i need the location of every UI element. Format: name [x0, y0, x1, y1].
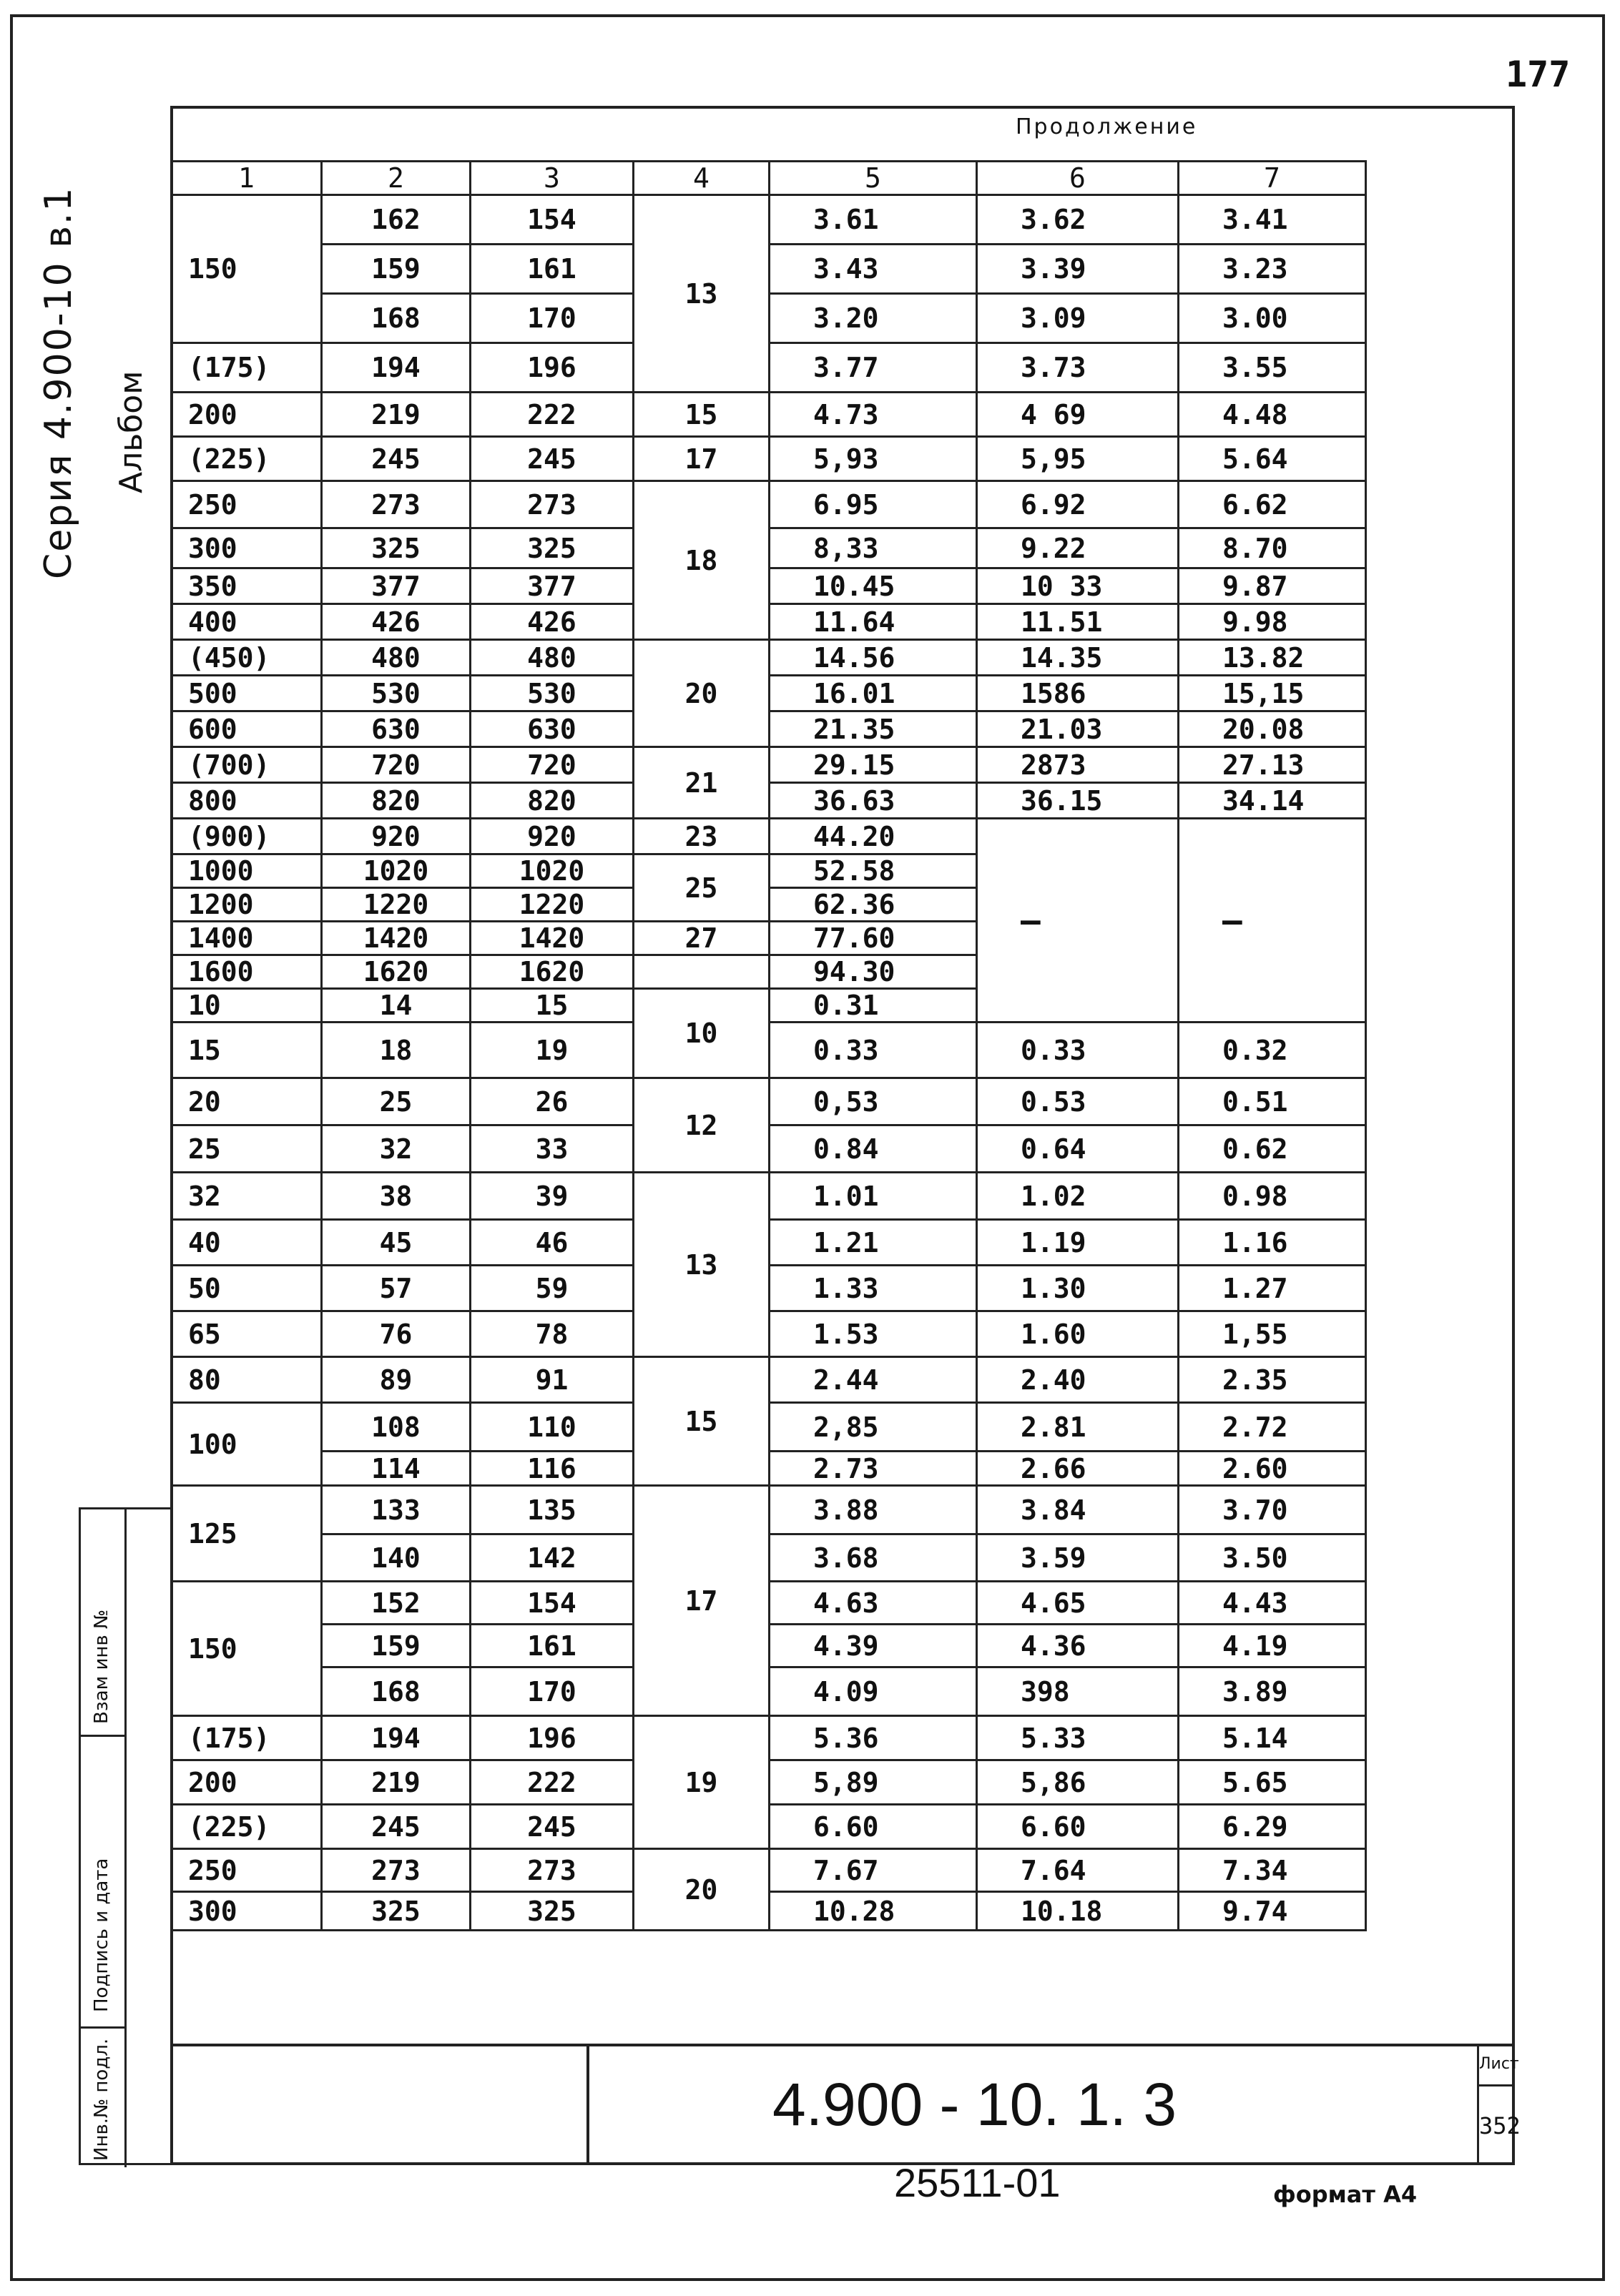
- table-cell-col5: 2,85: [770, 1403, 977, 1452]
- table-cell-col2: 25: [322, 1078, 471, 1125]
- table-cell-col1: (175): [172, 1716, 322, 1760]
- table-cell-col5: 7.67: [770, 1849, 977, 1892]
- table-cell-col3: 273: [471, 1849, 634, 1892]
- table-cell-col7: 1.27: [1179, 1266, 1366, 1311]
- table-cell-col3: 530: [471, 676, 634, 711]
- table-cell-col6: 9.22: [977, 528, 1179, 568]
- table-cell-col5: 0,53: [770, 1078, 977, 1125]
- table-cell-col5: 16.01: [770, 676, 977, 711]
- table-cell-col7: 0.32: [1179, 1023, 1366, 1078]
- table-cell-col7: 1.16: [1179, 1220, 1366, 1266]
- table-cell-col6: 7.64: [977, 1849, 1179, 1892]
- table-cell-col3: 59: [471, 1266, 634, 1311]
- table-cell-col2: 133: [322, 1486, 471, 1534]
- table-cell-col7: 2.72: [1179, 1403, 1366, 1452]
- table-cell-col5: 5.36: [770, 1716, 977, 1760]
- table-cell-col2: 108: [322, 1403, 471, 1452]
- table-cell-col3: 39: [471, 1173, 634, 1220]
- table-cell-col6: 3.59: [977, 1534, 1179, 1582]
- table-cell-col6: 4.65: [977, 1582, 1179, 1625]
- table-cell-col1: 150: [172, 195, 322, 343]
- table-cell-col7: 5.65: [1179, 1760, 1366, 1805]
- table-cell-col1: 80: [172, 1357, 322, 1403]
- table-cell-col5: 29.15: [770, 747, 977, 783]
- table-cell-col3: 33: [471, 1125, 634, 1173]
- table-cell-col3: 1220: [471, 888, 634, 922]
- table-cell-col1: 25: [172, 1125, 322, 1173]
- table-cell-col7: 9.74: [1179, 1892, 1366, 1931]
- table-cell-col5: 1.01: [770, 1173, 977, 1220]
- table-cell-col5: 52.58: [770, 854, 977, 888]
- table-cell-col1: 300: [172, 1892, 322, 1931]
- table-cell-col4: 13: [634, 1173, 770, 1357]
- table-row: [172, 1486, 1366, 1534]
- table-cell-col2: 245: [322, 437, 471, 481]
- archive-number: 25511-01: [894, 2160, 1061, 2205]
- table-cell-col3: 15: [471, 989, 634, 1023]
- table-cell-col3: 480: [471, 640, 634, 676]
- table-cell-col2: 630: [322, 711, 471, 747]
- table-row: [172, 1849, 1366, 1892]
- table-cell-col6: 2.40: [977, 1357, 1179, 1403]
- table-cell-col1: 500: [172, 676, 322, 711]
- table-body: [172, 195, 1366, 1931]
- table-cell-col4: 15: [634, 393, 770, 437]
- table-cell-col2: 168: [322, 294, 471, 343]
- table-cell-col3: 46: [471, 1220, 634, 1266]
- table-cell-col3: 325: [471, 1892, 634, 1931]
- table-cell-col1: 1600: [172, 955, 322, 989]
- table-cell-col1: 1000: [172, 854, 322, 888]
- inv-no-cell: [81, 2029, 127, 2167]
- table-cell-col6: 3.62: [977, 195, 1179, 245]
- table-cell-col1: 350: [172, 568, 322, 604]
- table-cell-col2: 1620: [322, 955, 471, 989]
- table-cell-col3: 245: [471, 437, 634, 481]
- approval-stamp-strip: [79, 1507, 170, 2165]
- table-cell-col3: 91: [471, 1357, 634, 1403]
- table-cell-col6: 0.64: [977, 1125, 1179, 1173]
- table-cell-col6: 11.51: [977, 604, 1179, 640]
- replace-inv-label: Взам инв №: [91, 1610, 112, 1724]
- table-cell-col3: 116: [471, 1452, 634, 1486]
- table-cell-col2: 325: [322, 1892, 471, 1931]
- dash-mark: —: [1222, 901, 1242, 940]
- table-cell-col6: 14.35: [977, 640, 1179, 676]
- table-row: [172, 640, 1366, 676]
- table-cell-col5: 14.56: [770, 640, 977, 676]
- table-cell-col1: 250: [172, 1849, 322, 1892]
- table-row: [172, 393, 1366, 437]
- table-cell-col2: 162: [322, 195, 471, 245]
- table-cell-col3: 196: [471, 343, 634, 393]
- table-cell-col6: 5,86: [977, 1760, 1179, 1805]
- table-cell-col3: 1620: [471, 955, 634, 989]
- table-cell-col7: [1179, 819, 1366, 1023]
- table-cell-col4: 17: [634, 1486, 770, 1716]
- table-cell-col5: 3.43: [770, 245, 977, 294]
- table-cell-col5: 4.73: [770, 393, 977, 437]
- table-cell-col3: 170: [471, 1667, 634, 1716]
- table-cell-col4: 15: [634, 1357, 770, 1486]
- table-cell-col3: 26: [471, 1078, 634, 1125]
- inv-no-label: Инв.№ подл.: [91, 2038, 112, 2161]
- table-cell-col5: 6.95: [770, 481, 977, 528]
- table-cell-col5: 2.44: [770, 1357, 977, 1403]
- col-header: 4: [634, 162, 770, 195]
- sheet-number: 352: [1477, 2086, 1515, 2165]
- table-cell-col6: 10 33: [977, 568, 1179, 604]
- table-cell-col4: [634, 955, 770, 989]
- table-cell-col7: 3.70: [1179, 1486, 1366, 1534]
- table-cell-col7: 3.55: [1179, 343, 1366, 393]
- table-cell-col5: 3.88: [770, 1486, 977, 1534]
- table-cell-col6: 3.39: [977, 245, 1179, 294]
- table-cell-col4: 20: [634, 640, 770, 747]
- table-cell-col7: 6.62: [1179, 481, 1366, 528]
- table-cell-col5: 4.63: [770, 1582, 977, 1625]
- table-cell-col3: 820: [471, 783, 634, 819]
- table-cell-col3: 161: [471, 245, 634, 294]
- table-cell-col5: 3.77: [770, 343, 977, 393]
- table-cell-col2: 1020: [322, 854, 471, 888]
- table-cell-col2: 32: [322, 1125, 471, 1173]
- table-cell-col2: 38: [322, 1173, 471, 1220]
- table-cell-col1: 15: [172, 1023, 322, 1078]
- sheet-label: Лист: [1477, 2044, 1515, 2086]
- table-cell-col1: 1200: [172, 888, 322, 922]
- table-cell-col3: 19: [471, 1023, 634, 1078]
- table-cell-col7: 3.89: [1179, 1667, 1366, 1716]
- table-cell-col2: 273: [322, 1849, 471, 1892]
- table-cell-col5: 62.36: [770, 888, 977, 922]
- table-cell-col6: 398: [977, 1667, 1179, 1716]
- table-cell-col1: 10: [172, 989, 322, 1023]
- table-cell-col2: 480: [322, 640, 471, 676]
- table-cell-col2: 18: [322, 1023, 471, 1078]
- table-cell-col2: 245: [322, 1805, 471, 1849]
- table-cell-col3: 1420: [471, 922, 634, 955]
- table-cell-col1: (900): [172, 819, 322, 854]
- table-cell-col6: 10.18: [977, 1892, 1179, 1931]
- table-cell-col7: 1,55: [1179, 1311, 1366, 1357]
- table-cell-col2: 114: [322, 1452, 471, 1486]
- table-cell-col2: 273: [322, 481, 471, 528]
- table-cell-col7: 3.00: [1179, 294, 1366, 343]
- table-cell-col3: 325: [471, 528, 634, 568]
- table-cell-col4: 13: [634, 195, 770, 393]
- table-cell-col5: 0.84: [770, 1125, 977, 1173]
- table-cell-col4: 17: [634, 437, 770, 481]
- table-cell-col2: 194: [322, 343, 471, 393]
- table-cell-col5: 3.68: [770, 1534, 977, 1582]
- table-cell-col7: 5.14: [1179, 1716, 1366, 1760]
- table-cell-col3: 154: [471, 1582, 634, 1625]
- table-cell-col6: 0.33: [977, 1023, 1179, 1078]
- table-cell-col5: 3.20: [770, 294, 977, 343]
- table-cell-col3: 920: [471, 819, 634, 854]
- table-row: [172, 819, 1366, 854]
- table-cell-col2: 159: [322, 245, 471, 294]
- table-cell-col1: 200: [172, 393, 322, 437]
- series-label: Серия 4.900-10 в.1: [37, 186, 80, 579]
- table-cell-col1: 100: [172, 1403, 322, 1486]
- table-cell-col3: 196: [471, 1716, 634, 1760]
- table-cell-col2: 920: [322, 819, 471, 854]
- table-cell-col6: 36.15: [977, 783, 1179, 819]
- table-cell-col2: 194: [322, 1716, 471, 1760]
- table-cell-col2: 720: [322, 747, 471, 783]
- table-row: [172, 195, 1366, 245]
- table-cell-col5: 4.09: [770, 1667, 977, 1716]
- dash-mark: —: [1021, 901, 1041, 940]
- col-header: 7: [1179, 162, 1366, 195]
- table-cell-col3: 170: [471, 294, 634, 343]
- table-cell-col7: 20.08: [1179, 711, 1366, 747]
- table-cell-col3: 222: [471, 1760, 634, 1805]
- table-cell-col7: 8.70: [1179, 528, 1366, 568]
- table-cell-col6: 3.84: [977, 1486, 1179, 1534]
- table-cell-col2: 152: [322, 1582, 471, 1625]
- table-row: [172, 481, 1366, 528]
- table-cell-col2: 168: [322, 1667, 471, 1716]
- table-cell-col7: 9.87: [1179, 568, 1366, 604]
- table-cell-col6: 1.60: [977, 1311, 1179, 1357]
- table-cell-col5: 5,93: [770, 437, 977, 481]
- table-row: [172, 1173, 1366, 1220]
- table-cell-col6: 3.73: [977, 343, 1179, 393]
- table-cell-col7: 4.19: [1179, 1625, 1366, 1667]
- table-cell-col3: 135: [471, 1486, 634, 1534]
- table-cell-col2: 530: [322, 676, 471, 711]
- table-cell-col2: 1420: [322, 922, 471, 955]
- table-cell-col7: 2.60: [1179, 1452, 1366, 1486]
- table-cell-col6: 5,95: [977, 437, 1179, 481]
- table-row: [172, 1357, 1366, 1403]
- table-cell-col4: 25: [634, 854, 770, 922]
- table-cell-col4: 12: [634, 1078, 770, 1173]
- table-cell-col6: 4 69: [977, 393, 1179, 437]
- table-cell-col4: 20: [634, 1849, 770, 1931]
- continuation-label: Продолжение: [1016, 114, 1198, 139]
- table-cell-col6: 2873: [977, 747, 1179, 783]
- table-cell-col3: 426: [471, 604, 634, 640]
- col-header: 5: [770, 162, 977, 195]
- table-cell-col1: 800: [172, 783, 322, 819]
- table-cell-col5: 77.60: [770, 922, 977, 955]
- table-cell-col6: 1.30: [977, 1266, 1179, 1311]
- table-cell-col7: 3.23: [1179, 245, 1366, 294]
- table-cell-col1: (225): [172, 437, 322, 481]
- table-cell-col3: 273: [471, 481, 634, 528]
- table-cell-col4: 19: [634, 1716, 770, 1849]
- table-cell-col2: 820: [322, 783, 471, 819]
- table-cell-col1: (450): [172, 640, 322, 676]
- col-header: 3: [471, 162, 634, 195]
- table-cell-col3: 630: [471, 711, 634, 747]
- table-cell-col7: 9.98: [1179, 604, 1366, 640]
- table-cell-col5: 0.33: [770, 1023, 977, 1078]
- table-cell-col5: 5,89: [770, 1760, 977, 1805]
- table-cell-col5: 8,33: [770, 528, 977, 568]
- table-cell-col6: 5.33: [977, 1716, 1179, 1760]
- table-cell-col5: 1.21: [770, 1220, 977, 1266]
- table-cell-col7: 34.14: [1179, 783, 1366, 819]
- table-cell-col7: 2.35: [1179, 1357, 1366, 1403]
- table-cell-col5: 44.20: [770, 819, 977, 854]
- table-row: [172, 747, 1366, 783]
- album-label: Альбом: [113, 370, 149, 493]
- table-cell-col5: 1.33: [770, 1266, 977, 1311]
- table-cell-col6: 2.66: [977, 1452, 1179, 1486]
- table-cell-col1: 125: [172, 1486, 322, 1582]
- table-cell-col2: 219: [322, 393, 471, 437]
- signature-date-cell: [81, 1737, 127, 2029]
- table-cell-col1: (225): [172, 1805, 322, 1849]
- table-cell-col4: 23: [634, 819, 770, 854]
- table-cell-col2: 426: [322, 604, 471, 640]
- table-cell-col2: 57: [322, 1266, 471, 1311]
- table-cell-col5: 2.73: [770, 1452, 977, 1486]
- table-cell-col2: 219: [322, 1760, 471, 1805]
- table-cell-col5: 1.53: [770, 1311, 977, 1357]
- table-cell-col2: 377: [322, 568, 471, 604]
- table-cell-col7: 3.41: [1179, 195, 1366, 245]
- document-code: 4.900 - 10. 1. 3: [772, 2071, 1177, 2138]
- table-cell-col2: 14: [322, 989, 471, 1023]
- table-cell-col1: 20: [172, 1078, 322, 1125]
- table-cell-col5: 4.39: [770, 1625, 977, 1667]
- table-cell-col7: 7.34: [1179, 1849, 1366, 1892]
- table-cell-col5: 6.60: [770, 1805, 977, 1849]
- table-cell-col1: 200: [172, 1760, 322, 1805]
- table-cell-col3: 377: [471, 568, 634, 604]
- signature-date-label: Подпись и дата: [91, 1858, 112, 2012]
- table-cell-col1: (175): [172, 343, 322, 393]
- table-cell-col6: 2.81: [977, 1403, 1179, 1452]
- table-cell-col4: 27: [634, 922, 770, 955]
- table-cell-col7: 4.48: [1179, 393, 1366, 437]
- table-cell-col6: 0.53: [977, 1078, 1179, 1125]
- table-cell-col3: 78: [471, 1311, 634, 1357]
- table-cell-col1: (700): [172, 747, 322, 783]
- table-cell-col4: 18: [634, 481, 770, 640]
- table-cell-col7: 13.82: [1179, 640, 1366, 676]
- table-cell-col2: 325: [322, 528, 471, 568]
- col-header: 2: [322, 162, 471, 195]
- table-cell-col3: 142: [471, 1534, 634, 1582]
- table-cell-col1: 600: [172, 711, 322, 747]
- table-cell-col1: 250: [172, 481, 322, 528]
- table-cell-col6: 6.60: [977, 1805, 1179, 1849]
- table-cell-col7: 0.62: [1179, 1125, 1366, 1173]
- table-cell-col4: 21: [634, 747, 770, 819]
- table-cell-col6: 1586: [977, 676, 1179, 711]
- table-header-row: [172, 162, 1366, 195]
- table-cell-col1: 400: [172, 604, 322, 640]
- table-cell-col3: 154: [471, 195, 634, 245]
- table-cell-col5: 3.61: [770, 195, 977, 245]
- table-cell-col6: 21.03: [977, 711, 1179, 747]
- table-cell-col2: 45: [322, 1220, 471, 1266]
- table-cell-col1: 40: [172, 1220, 322, 1266]
- table-cell-col1: 1400: [172, 922, 322, 955]
- table-cell-col6: [977, 819, 1179, 1023]
- table-cell-col3: 1020: [471, 854, 634, 888]
- table-cell-col5: 21.35: [770, 711, 977, 747]
- table-cell-col5: 94.30: [770, 955, 977, 989]
- table-cell-col5: 36.63: [770, 783, 977, 819]
- pipe-data-table: [170, 160, 1367, 1931]
- table-cell-col6: 3.09: [977, 294, 1179, 343]
- table-cell-col7: 0.98: [1179, 1173, 1366, 1220]
- table-cell-col3: 222: [471, 393, 634, 437]
- table-cell-col5: 11.64: [770, 604, 977, 640]
- table-cell-col5: 10.28: [770, 1892, 977, 1931]
- col-header: 1: [172, 162, 322, 195]
- col-header: 6: [977, 162, 1179, 195]
- table-cell-col7: 27.13: [1179, 747, 1366, 783]
- table-cell-col1: 50: [172, 1266, 322, 1311]
- table-cell-col4: 10: [634, 989, 770, 1078]
- table-cell-col3: 110: [471, 1403, 634, 1452]
- table-cell-col6: 1.19: [977, 1220, 1179, 1266]
- table-cell-col1: 300: [172, 528, 322, 568]
- table-cell-col3: 245: [471, 1805, 634, 1849]
- table-cell-col3: 161: [471, 1625, 634, 1667]
- table-cell-col2: 159: [322, 1625, 471, 1667]
- table-cell-col2: 140: [322, 1534, 471, 1582]
- table-row: [172, 1716, 1366, 1760]
- table-cell-col7: 0.51: [1179, 1078, 1366, 1125]
- table-cell-col7: 6.29: [1179, 1805, 1366, 1849]
- table-cell-col1: 150: [172, 1582, 322, 1716]
- table-cell-col1: 32: [172, 1173, 322, 1220]
- table-cell-col5: 10.45: [770, 568, 977, 604]
- table-cell-col7: 15,15: [1179, 676, 1366, 711]
- table-row: [172, 437, 1366, 481]
- table-cell-col2: 76: [322, 1311, 471, 1357]
- table-cell-col6: 1.02: [977, 1173, 1179, 1220]
- replace-inv-cell: [81, 1509, 127, 1737]
- table-cell-col7: 3.50: [1179, 1534, 1366, 1582]
- table-cell-col6: 4.36: [977, 1625, 1179, 1667]
- table-cell-col6: 6.92: [977, 481, 1179, 528]
- table-cell-col7: 5.64: [1179, 437, 1366, 481]
- table-cell-col3: 720: [471, 747, 634, 783]
- table-cell-col7: 4.43: [1179, 1582, 1366, 1625]
- table-row: [172, 1078, 1366, 1125]
- table-cell-col2: 1220: [322, 888, 471, 922]
- format-label: формат А4: [1273, 2181, 1418, 2208]
- table-cell-col5: 0.31: [770, 989, 977, 1023]
- corner-page-mark: 177: [1506, 54, 1571, 95]
- table-cell-col2: 89: [322, 1357, 471, 1403]
- table-cell-col1: 65: [172, 1311, 322, 1357]
